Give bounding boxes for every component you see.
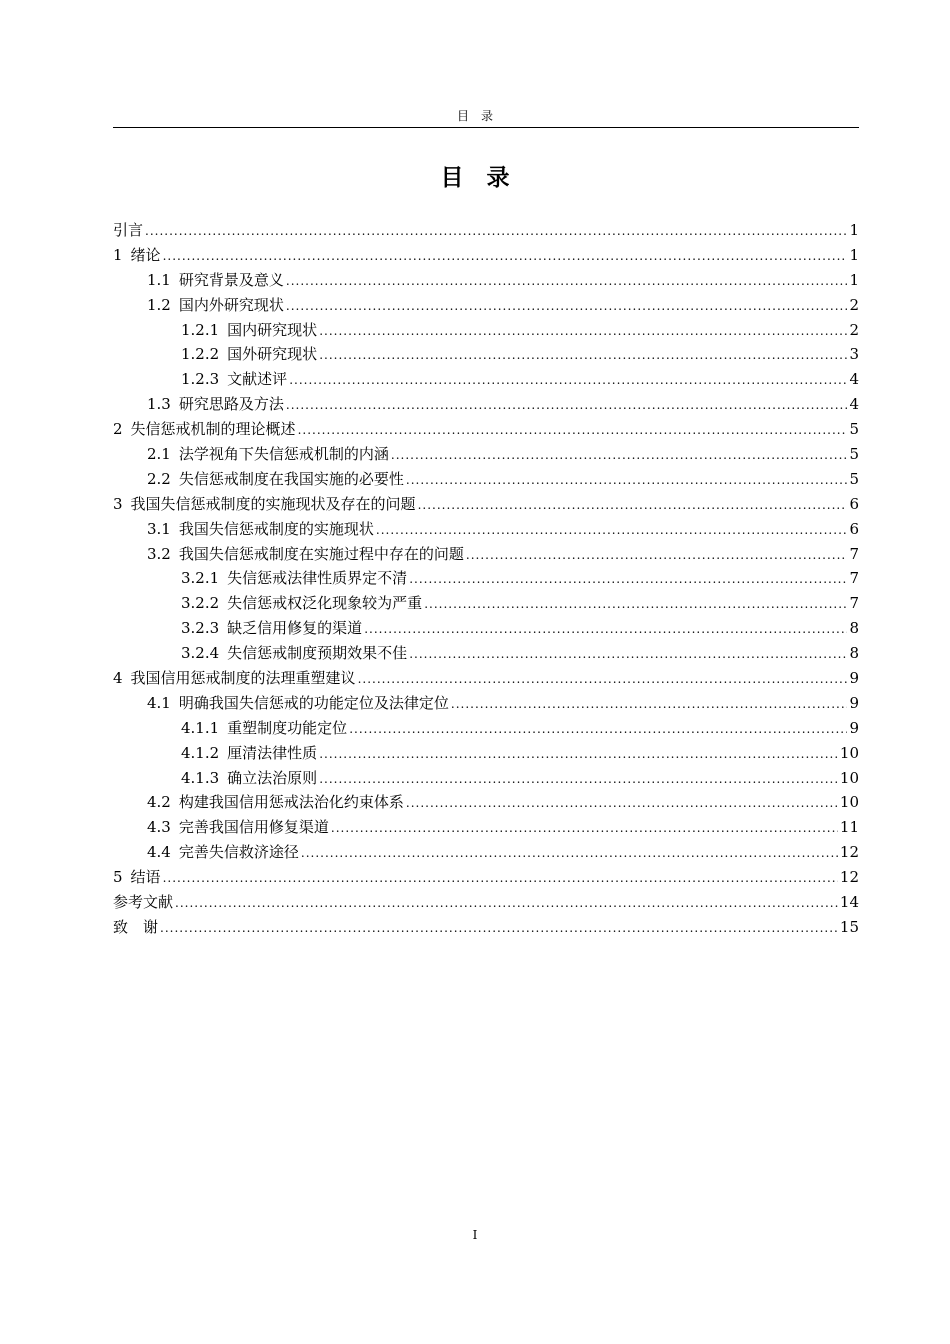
toc-entry[interactable] [113, 218, 859, 243]
toc-entry-label: 文献述评 [227, 370, 288, 389]
toc-entry[interactable] [113, 840, 859, 865]
toc-entry[interactable] [113, 566, 859, 591]
toc-dot-leader [451, 692, 848, 717]
toc-entry-label: 国内外研究现状 [178, 295, 284, 314]
toc-entry-page: 10 [839, 793, 859, 812]
toc-entry-label: 完善失信救济途径 [178, 843, 299, 862]
toc-entry-page: 6 [849, 494, 859, 513]
toc-dot-leader [331, 816, 838, 841]
toc-entry[interactable] [113, 442, 859, 467]
toc-entry-page: 7 [849, 544, 859, 563]
toc-dot-leader [145, 219, 847, 244]
toc-entry-number: 4.1.3 [181, 768, 220, 787]
toc-entry-number: 4.1.2 [181, 743, 220, 762]
toc-dot-leader [376, 518, 848, 543]
toc-entry[interactable] [113, 741, 859, 766]
toc-entry-number: 4.2 [147, 793, 171, 812]
toc-dot-leader [286, 269, 848, 294]
toc-entry-label: 国内研究现状 [227, 320, 318, 339]
table-of-contents [113, 218, 859, 940]
toc-entry-number: 4.4 [147, 843, 171, 862]
toc-entry-number: 1.3 [147, 395, 171, 414]
toc-entry-label: 法学视角下失信惩戒机制的内涵 [178, 445, 389, 464]
toc-entry-number: 3.2.1 [181, 569, 220, 588]
toc-entry-label: 绪论 [130, 245, 161, 264]
toc-entry[interactable] [113, 293, 859, 318]
toc-entry-number: 1.2.1 [181, 320, 220, 339]
toc-entry-page: 4 [849, 395, 859, 414]
toc-entry-label: 参考文献 [113, 893, 174, 912]
toc-entry-page: 2 [849, 295, 859, 314]
toc-dot-leader [409, 567, 847, 592]
toc-dot-leader [160, 916, 838, 941]
toc-entry-number: 2.1 [147, 445, 171, 464]
toc-entry-page: 7 [849, 569, 859, 588]
toc-entry-page: 9 [849, 693, 859, 712]
toc-entry-label: 引言 [113, 221, 144, 239]
toc-entry-number: 3.2.3 [181, 619, 220, 638]
toc-dot-leader [349, 717, 847, 742]
toc-entry-number: 4.1.1 [181, 718, 220, 737]
toc-entry-label: 我国失信惩戒制度的实施现状 [178, 519, 374, 538]
toc-entry-number: 1.2.3 [181, 370, 220, 389]
toc-dot-leader [286, 294, 848, 319]
toc-dot-leader [424, 592, 847, 617]
toc-dot-leader [466, 543, 848, 568]
toc-entry-page: 11 [839, 818, 859, 837]
toc-entry-label: 明确我国失信惩戒的功能定位及法律定位 [178, 693, 449, 712]
toc-dot-leader [406, 791, 838, 816]
toc-dot-leader [391, 443, 848, 468]
toc-entry-page: 2 [849, 320, 859, 339]
page-title: 目 录 [440, 165, 510, 191]
toc-entry-page: 5 [849, 469, 859, 488]
toc-entry-label: 失信惩戒权泛化现象较为严重 [227, 594, 423, 613]
toc-entry-label: 国外研究现状 [227, 345, 318, 364]
toc-dot-leader [286, 393, 848, 418]
toc-entry-number: 5 [113, 868, 123, 887]
toc-entry[interactable] [113, 666, 859, 691]
toc-entry-page: 1 [849, 221, 859, 239]
toc-entry-page: 14 [839, 893, 859, 912]
toc-dot-leader [364, 617, 847, 642]
toc-entry-number: 3 [113, 494, 123, 513]
toc-entry[interactable] [113, 392, 859, 417]
toc-dot-leader [409, 642, 847, 667]
toc-entry-page: 6 [849, 519, 859, 538]
toc-entry[interactable] [113, 915, 859, 940]
toc-entry-label: 失信惩戒制度预期效果不佳 [227, 644, 408, 663]
toc-entry[interactable] [113, 342, 859, 367]
toc-entry-page: 3 [849, 345, 859, 364]
toc-entry-label: 重塑制度功能定位 [227, 718, 348, 737]
toc-entry-label: 构建我国信用惩戒法治化约束体系 [178, 793, 404, 812]
toc-entry[interactable] [113, 691, 859, 716]
toc-entry-page: 5 [849, 420, 859, 439]
toc-entry-label: 缺乏信用修复的渠道 [227, 619, 363, 638]
toc-entry-number: 3.2.2 [181, 594, 220, 613]
toc-entry-number: 1.1 [147, 270, 171, 289]
toc-dot-leader [319, 742, 838, 767]
toc-dot-leader [319, 319, 847, 344]
toc-entry[interactable] [113, 716, 859, 741]
toc-entry[interactable] [113, 243, 859, 268]
toc-entry-page: 1 [849, 270, 859, 289]
toc-entry[interactable] [113, 616, 859, 641]
toc-entry-number: 3.2 [147, 544, 171, 563]
toc-entry[interactable] [113, 492, 859, 517]
toc-entry-label: 我国失信惩戒制度的实施现状及存在的问题 [130, 494, 416, 513]
toc-entry[interactable] [113, 815, 859, 840]
toc-entry[interactable] [113, 591, 859, 616]
running-header: 目 录 [456, 109, 493, 123]
toc-dot-leader [163, 866, 838, 891]
toc-dot-leader [163, 244, 848, 269]
toc-entry-label: 研究思路及方法 [178, 395, 284, 414]
toc-entry-page: 12 [839, 843, 859, 862]
toc-entry[interactable] [113, 790, 859, 815]
toc-entry-page: 5 [849, 445, 859, 464]
toc-entry-number: 4 [113, 669, 123, 688]
toc-entry[interactable] [113, 766, 859, 791]
toc-entry[interactable] [113, 865, 859, 890]
toc-entry-number: 3.1 [147, 519, 171, 538]
toc-entry-page: 12 [839, 868, 859, 887]
toc-dot-leader [298, 418, 848, 443]
toc-dot-leader [319, 767, 838, 792]
toc-dot-leader [319, 343, 847, 368]
toc-entry-label: 失信惩戒法律性质界定不清 [227, 569, 408, 588]
header-rule [113, 127, 859, 128]
toc-entry[interactable] [113, 517, 859, 542]
toc-entry-number: 3.2.4 [181, 644, 220, 663]
toc-entry-page: 10 [839, 768, 859, 787]
page-number: I [472, 1228, 478, 1242]
toc-entry-page: 4 [849, 370, 859, 389]
toc-entry-label: 确立法治原则 [227, 768, 318, 787]
toc-entry-page: 9 [849, 669, 859, 688]
toc-entry[interactable] [113, 417, 859, 442]
toc-entry[interactable] [113, 467, 859, 492]
toc-entry[interactable] [113, 641, 859, 666]
toc-entry-number: 2 [113, 420, 123, 439]
toc-entry-number: 2.2 [147, 469, 171, 488]
toc-entry-label: 致 谢 [113, 917, 159, 936]
toc-entry[interactable] [113, 890, 859, 915]
toc-entry-label: 失信惩戒制度在我国实施的必要性 [178, 469, 404, 488]
toc-dot-leader [418, 493, 848, 518]
toc-entry[interactable] [113, 318, 859, 343]
toc-entry-page: 7 [849, 594, 859, 613]
toc-entry-page: 9 [849, 718, 859, 737]
toc-entry-label: 研究背景及意义 [178, 270, 284, 289]
toc-dot-leader [289, 368, 847, 393]
toc-dot-leader [358, 667, 848, 692]
toc-entry-page: 8 [849, 619, 859, 638]
toc-entry-label: 结语 [130, 868, 161, 887]
toc-dot-leader [301, 841, 838, 866]
toc-entry-number: 1.2.2 [181, 345, 220, 364]
toc-entry-number: 1.2 [147, 295, 171, 314]
toc-entry-label: 完善我国信用修复渠道 [178, 818, 329, 837]
toc-entry-page: 8 [849, 644, 859, 663]
toc-entry[interactable] [113, 367, 859, 392]
toc-entry-label: 失信惩戒机制的理论概述 [130, 420, 296, 439]
toc-entry-label: 厘清法律性质 [227, 743, 318, 762]
toc-dot-leader [406, 468, 848, 493]
toc-entry[interactable] [113, 542, 859, 567]
toc-entry-number: 1 [113, 245, 123, 264]
toc-entry-label: 我国失信惩戒制度在实施过程中存在的问题 [178, 544, 464, 563]
toc-dot-leader [175, 891, 838, 916]
toc-entry-number: 4.3 [147, 818, 171, 837]
toc-entry-number: 4.1 [147, 693, 171, 712]
toc-entry-page: 10 [839, 743, 859, 762]
toc-entry-page: 1 [849, 245, 859, 264]
toc-entry[interactable] [113, 268, 859, 293]
toc-entry-label: 我国信用惩戒制度的法理重塑建议 [130, 669, 356, 688]
toc-entry-page: 15 [839, 917, 859, 936]
